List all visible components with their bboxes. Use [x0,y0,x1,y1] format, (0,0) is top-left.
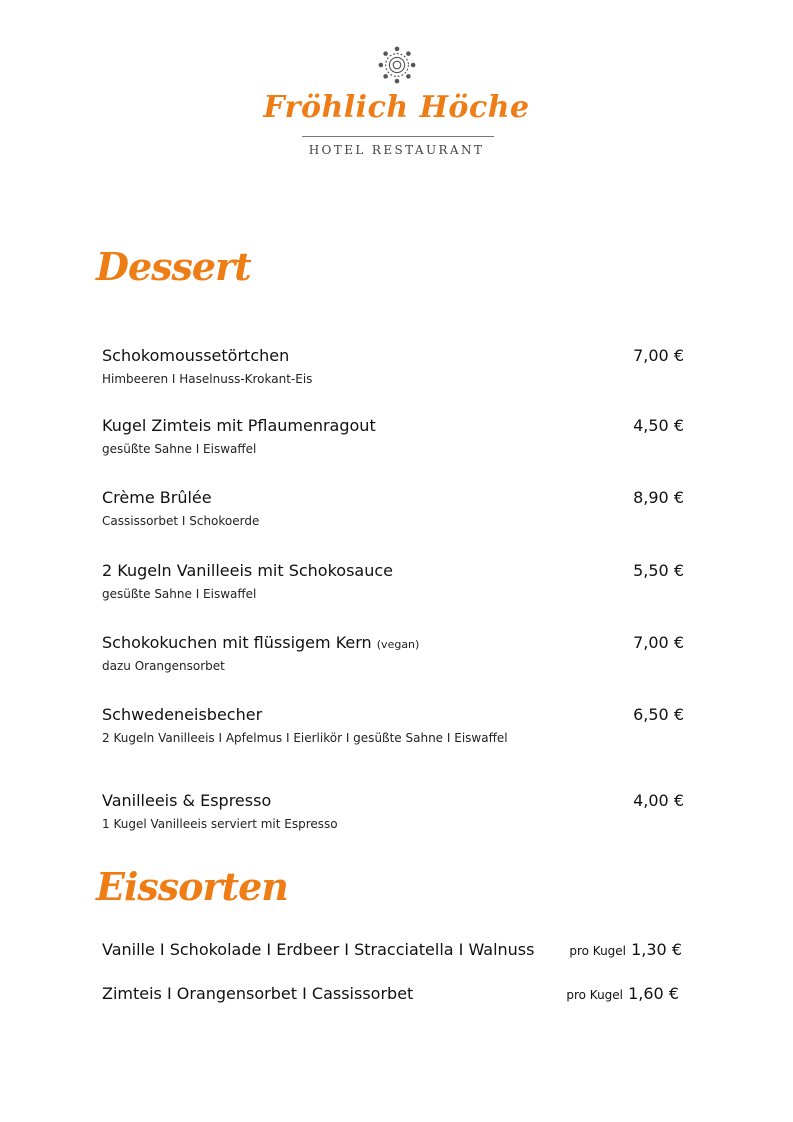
item-price: 6,50 € [633,705,684,724]
item-note: (vegan) [376,638,420,651]
item-name: Schokomoussetörtchen [102,346,290,365]
logo-divider [302,136,494,137]
item-description: Himbeeren I Haselnuss-Krokant-Eis [102,372,313,386]
price-prefix: pro Kugel [566,988,624,1002]
item-name: Vanilleeis & Espresso [102,791,272,810]
item-description: 1 Kugel Vanilleeis serviert mit Espresso [102,817,338,831]
price-prefix: pro Kugel [569,944,627,958]
ice-flavor-row [102,984,682,1003]
item-name: Schwedeneisbecher [102,705,263,724]
item-price: 4,00 € [633,791,684,810]
item-description: dazu Orangensorbet [102,659,225,673]
ice-flavor-row [102,940,682,959]
brand-subtitle: HOTEL RESTAURANT [308,143,485,157]
menu-item [102,705,684,745]
ice-price [569,940,682,959]
menu-item [102,561,684,601]
item-description: 2 Kugeln Vanilleeis I Apfelmus I Eierlikör I gesüßte Sahne I Eiswaffel [102,731,508,745]
item-name: Schokokuchen mit flüssigem Kern (vegan) [102,633,420,652]
price-value: 1,60 € [628,984,679,1003]
ice-flavors: Vanille I Schokolade I Erdbeer I Stracciatella I Walnuss [102,940,535,959]
mandala-icon [378,46,416,84]
ice-price [566,984,679,1003]
ice-flavors: Zimteis I Orangensorbet I Cassissorbet [102,984,414,1003]
item-description: Cassissorbet I Schokoerde [102,514,260,528]
item-price: 8,90 € [633,488,684,507]
item-description: gesüßte Sahne I Eiswaffel [102,442,257,456]
menu-item [102,346,684,386]
menu-item [102,488,684,528]
price-value: 1,30 € [631,940,682,959]
menu-item [102,416,684,456]
item-name: Crème Brûlée [102,488,212,507]
section-title-eissorten: Eissorten [96,864,288,909]
brand-name: Fröhlich Höche [263,90,530,125]
item-name: 2 Kugeln Vanilleeis mit Schokosauce [102,561,393,580]
item-price: 7,00 € [633,346,684,365]
menu-item [102,633,684,673]
section-title-dessert: Dessert [96,244,251,289]
item-price: 5,50 € [633,561,684,580]
item-price: 4,50 € [633,416,684,435]
item-price: 7,00 € [633,633,684,652]
item-name: Kugel Zimteis mit Pflaumenragout [102,416,376,435]
item-description: gesüßte Sahne I Eiswaffel [102,587,257,601]
menu-item [102,791,684,831]
